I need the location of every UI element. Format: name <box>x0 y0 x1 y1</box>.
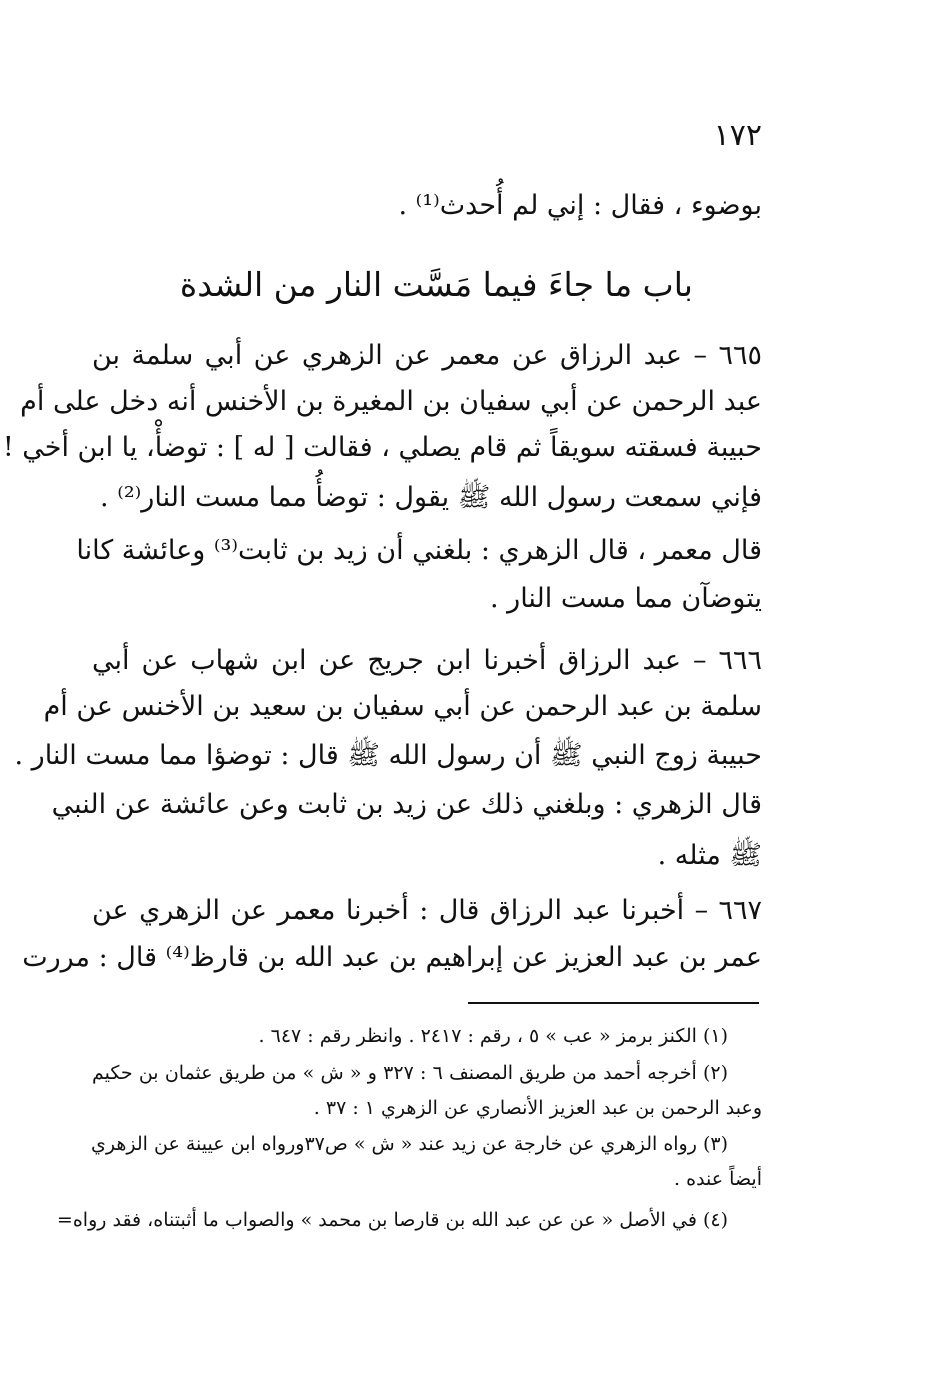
chapter-heading: باب ما جاءَ فيما مَسَّت النار من الشدة <box>179 265 693 304</box>
hadith-666-line-3: حبيبة زوج النبي ﷺ أن رسول الله ﷺ قال : توضؤا مما مست النار . <box>14 740 762 771</box>
hadith-666-comment-2: ﷺ مثله . <box>657 840 762 871</box>
hadith-665-comment-1: قال معمر ، قال الزهري : بلغني أن زيد بن ثابت⁽³⁾ وعائشة كانا <box>76 535 762 566</box>
hadith-665-line-3: حبيبة فسقته سويقاً ثم قام يصلي ، فقالت [ له ] : توضأْ، يا ابن أخي ! <box>2 432 762 463</box>
hadith-665-line-2: عبد الرحمن عن أبي سفيان بن المغيرة بن الأخنس أنه دخل على أم <box>20 386 762 417</box>
hadith-665-line-1: ٦٦٥ – عبد الرزاق عن معمر عن الزهري عن أبي سلمة بن <box>92 340 762 371</box>
intro-line: بوضوء ، فقال : إني لم أُحدث⁽¹⁾ . <box>398 190 762 221</box>
footnote-1: (١) الكنز برمز « عب » ٥ ، رقم : ٢٤١٧ . وانظر رقم : ٦٤٧ . <box>258 1025 728 1047</box>
hadith-666-line-2: سلمة بن عبد الرحمن عن أبي سفيان بن سعيد بن الأخنس عن أم <box>43 691 762 722</box>
hadith-667-line-2: عمر بن عبد العزيز عن إبراهيم بن عبد الله بن قارظ⁽⁴⁾ قال : مررت <box>22 942 762 973</box>
footnote-separator <box>468 1002 759 1004</box>
hadith-665-comment-2: يتوضآن مما مست النار . <box>489 583 762 614</box>
footnote-2-continuation: وعبد الرحمن بن عبد العزيز الأنصاري عن الزهري ١ : ٣٧ . <box>313 1097 762 1119</box>
hadith-665-line-4: فإني سمعت رسول الله ﷺ يقول : توضأُ مما مست النار⁽²⁾ . <box>100 482 762 513</box>
page-number: ١٧٢ <box>713 118 762 153</box>
footnote-3: (٣) رواه الزهري عن خارجة عن زيد عند « ش » ص٣٧ورواه ابن عيينة عن الزهري <box>91 1133 728 1155</box>
hadith-667-line-1: ٦٦٧ – أخبرنا عبد الرزاق قال : أخبرنا معمر عن الزهري عن <box>92 895 762 926</box>
footnote-4: (٤) في الأصل « عن عن عبد الله بن قارصا بن محمد » والصواب ما أثبتناه، فقد رواه= <box>56 1209 728 1231</box>
hadith-666-comment-1: قال الزهري : وبلغني ذلك عن زيد بن ثابت وعن عائشة عن النبي <box>51 789 762 820</box>
footnote-2: (٢) أخرجه أحمد من طريق المصنف ٦ : ٣٢٧ و « ش » من طريق عثمان بن حكيم <box>92 1062 728 1084</box>
hadith-666-line-1: ٦٦٦ – عبد الرزاق أخبرنا ابن جريج عن ابن شهاب عن أبي <box>92 645 762 676</box>
footnote-3-continuation: أيضاً عنده . <box>674 1168 762 1190</box>
